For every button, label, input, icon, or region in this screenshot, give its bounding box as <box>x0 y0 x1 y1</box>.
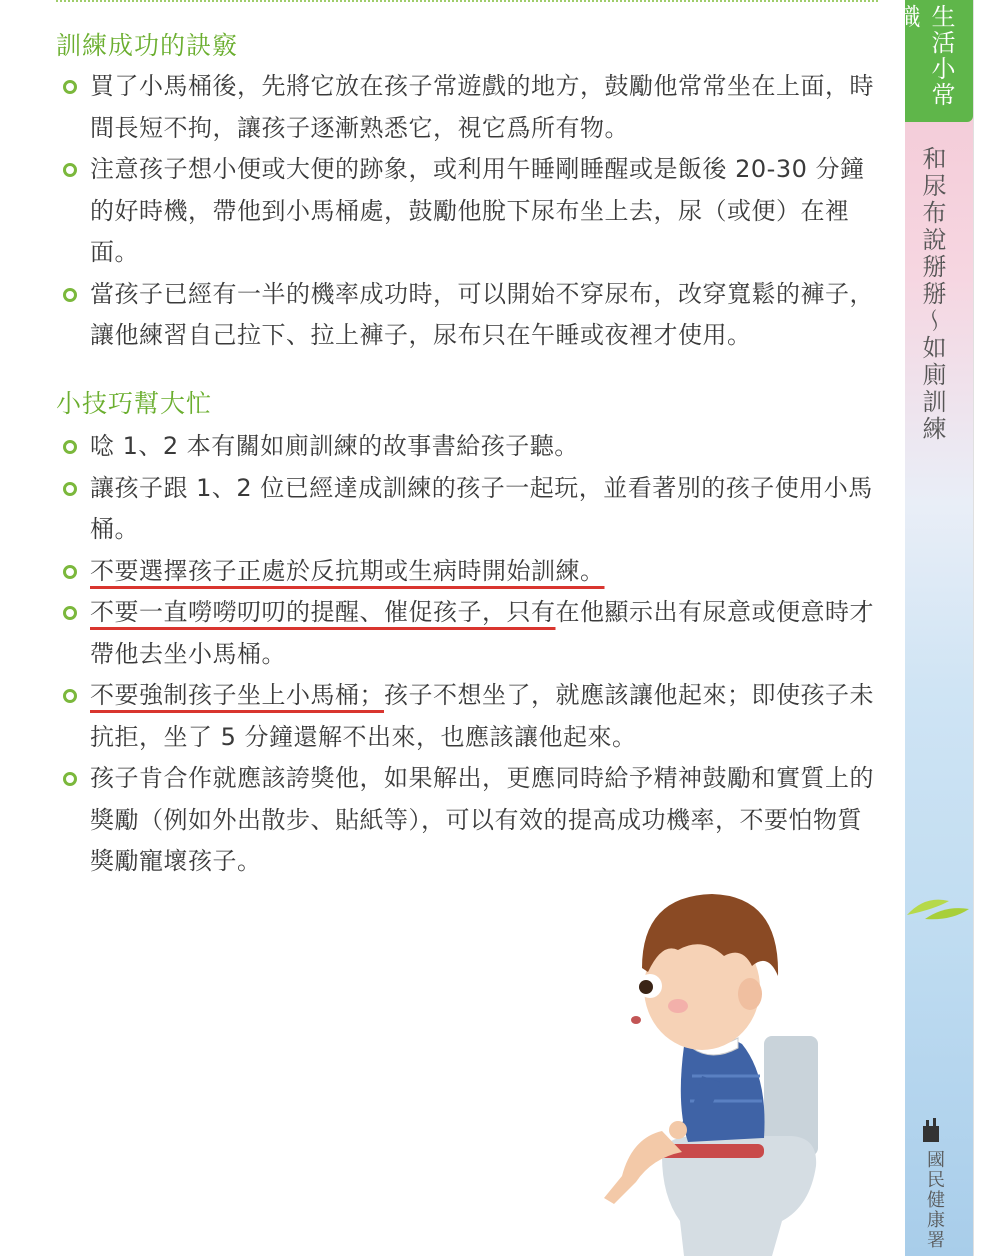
chapter-title: 和尿布說掰掰～如廁訓練 <box>918 146 946 443</box>
category-tab-label: 生活小常識 <box>892 4 955 108</box>
leaf-icon <box>905 875 973 935</box>
list-item: 不要強制孩子坐上小馬桶；孩子不想坐了，就應該讓他起來；即使孩子未抗拒，坐了 5 分鐘還解不出來，也應該讓他起來。 <box>56 675 886 758</box>
bullet-icon <box>63 565 77 579</box>
list-item: 當孩子已經有一半的機率成功時，可以開始不穿尿布，改穿寬鬆的褲子，讓他練習自己拉下、拉上褲子，尿布只在午睡或夜裡才使用。 <box>56 274 886 357</box>
list-item: 注意孩子想小便或大便的跡象，或利用午睡剛睡醒或是飯後 20-30 分鐘的好時機，帶他到小馬桶處，鼓勵他脫下尿布坐上去，尿（或便）在裡面。 <box>56 149 886 274</box>
child-eye <box>639 980 653 994</box>
list-item: 讓孩子跟 1、2 位已經達成訓練的孩子一起玩，並看著別的孩子使用小馬桶。 <box>56 468 886 551</box>
tricks-list <box>56 426 886 883</box>
red-underlined-text: 不要選擇孩子正處於反抗期或生病時開始訓練。 <box>90 556 605 585</box>
section-heading-tips: 訓練成功的訣竅 <box>56 31 239 60</box>
bullet-icon <box>63 606 77 620</box>
list-item: 唸 1、2 本有關如廁訓練的故事書給孩子聽。 <box>56 426 886 468</box>
list-item: 買了小馬桶後，先將它放在孩子常遊戲的地方，鼓勵他常常坐在上面，時間長短不拘，讓孩子逐漸熟悉它，視它爲所有物。 <box>56 66 886 149</box>
chapter-sidebar <box>892 0 1004 1256</box>
sidebar-strip <box>892 0 974 1256</box>
publisher-name: 國民健康署 <box>924 1150 945 1250</box>
bullet-icon <box>63 440 77 454</box>
bullet-icon <box>63 80 77 94</box>
bullet-icon <box>63 482 77 496</box>
top-dotted-divider <box>56 0 878 8</box>
bullet-icon <box>63 288 77 302</box>
category-tab <box>892 0 973 122</box>
tips-list <box>56 66 886 357</box>
bullet-icon <box>63 689 77 703</box>
red-underlined-text: 不要強制孩子坐上小馬桶； <box>90 681 384 709</box>
list-item <box>56 551 886 593</box>
bullet-icon <box>63 772 77 786</box>
red-underlined-text: 不要一直嘮嘮叨叨的提醒、催促孩子，只有 <box>90 598 556 626</box>
bullet-icon <box>63 163 77 177</box>
child-on-potty-illustration <box>592 876 832 1256</box>
list-item: 不要一直嘮嘮叨叨的提醒、催促孩子，只有在他顯示出有尿意或便意時才帶他去坐小馬桶。 <box>56 592 886 675</box>
list-item: 孩子肯合作就應該誇獎他，如果解出，更應同時給予精神鼓勵和實質上的獎勵（例如外出散步、貼紙等），可以有效的提高成功機率，不要怕物質獎勵寵壞孩子。 <box>56 758 886 883</box>
health-bureau-logo-icon <box>923 1118 939 1142</box>
section-heading-tricks: 小技巧幫大忙 <box>56 389 213 418</box>
